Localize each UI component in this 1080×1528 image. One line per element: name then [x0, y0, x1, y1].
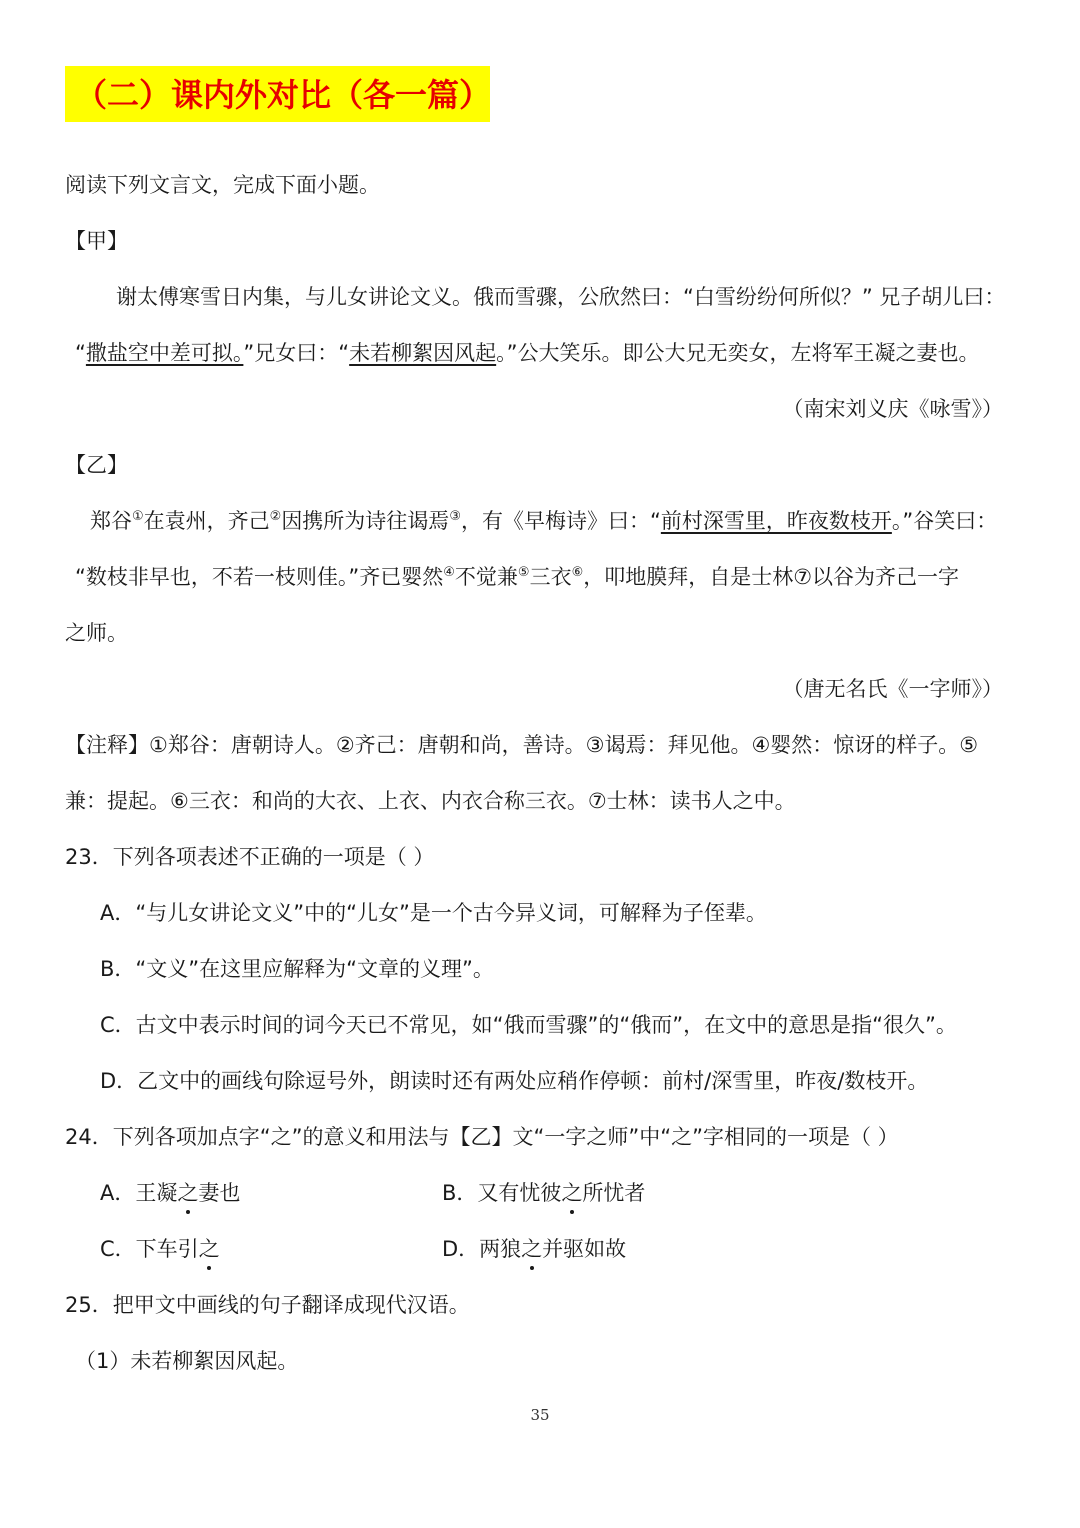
jia-label: 【甲】 — [65, 229, 128, 253]
q23-option-b: B．“文义”在这里应解释为“文章的义理”。 — [100, 957, 494, 981]
jia-source: （南宋刘义庆《咏雪》） — [782, 397, 1003, 421]
jia-paragraph-line-2: “撒盐空中差可拟。”兄女曰：“未若柳絮因风起。”公大笑乐。即公大兄无奕女，左将军王凝之妻也。 — [75, 341, 980, 365]
dotted-char: 之 — [561, 1178, 582, 1208]
jia-paragraph-line-1: 谢太傅寒雪日内集，与儿女讲论文义。俄而雪骤，公欣然曰：“白雪纷纷何所似？” 兄子胡儿曰： — [116, 285, 1006, 309]
q24-stem: 24．下列各项加点字“之”的意义和用法与【乙】文“一字之师”中“之”字相同的一项是（ ） — [65, 1125, 899, 1149]
q24-option-b: B．又有忧彼之所忧者 — [442, 1178, 645, 1208]
q23-option-c: C．古文中表示时间的词今天已不常见，如“俄而雪骤”的“俄而”，在文中的意思是指“很久”。 — [100, 1013, 957, 1037]
q25-stem: 25．把甲文中画线的句子翻译成现代汉语。 — [65, 1293, 470, 1317]
underlined-sentence-1: 撒盐空中差可拟。 — [85, 341, 244, 365]
q24-option-a: A．王凝之妻也 — [100, 1178, 240, 1208]
q24-option-d: D．两狼之并驱如故 — [442, 1234, 626, 1264]
q23-option-d: D．乙文中的画线句除逗号外，朗读时还有两处应稍作停顿：前村/深雪里，昨夜/数枝开。 — [100, 1069, 929, 1093]
section-title: （二）课内外对比（各一篇） — [75, 76, 492, 114]
yi-label: 【乙】 — [65, 453, 128, 477]
yi-source: （唐无名氏《一字师》） — [782, 677, 1003, 701]
yi-paragraph-line-2: “数枝非早也，不若一枝则佳。”齐已婴然④不觉兼⑤三衣⑥，叩地膜拜，自是士林⑦以谷为齐己一字 — [75, 565, 960, 589]
dotted-char: 之 — [199, 1234, 220, 1264]
q23-stem: 23．下列各项表述不正确的一项是（ ） — [65, 845, 435, 869]
q25-sentence-1: （1）未若柳絮因风起。 — [75, 1349, 299, 1373]
q23-option-a: A．“与儿女讲论文义”中的“儿女”是一个古今异义词，可解释为子侄辈。 — [100, 901, 767, 925]
underlined-sentence-2: 未若柳絮因风起 — [349, 341, 497, 365]
q24-option-c: C．下车引之 — [100, 1234, 220, 1264]
page-number: 35 — [530, 1406, 550, 1424]
dotted-char: 之 — [177, 1178, 198, 1208]
notes-line-1: 【注释】①郑谷：唐朝诗人。②齐己：唐朝和尚，善诗。③谒焉：拜见他。④婴然：惊讶的样子。⑤ — [65, 733, 979, 757]
yi-paragraph-line-1: 郑谷①在袁州，齐己②因携所为诗往谒焉③，有《早梅诗》曰：“前村深雪里，昨夜数枝开。”谷笑曰： — [90, 509, 998, 533]
yi-paragraph-line-3: 之师。 — [65, 621, 128, 645]
underlined-poem-line: 前村深雪里，昨夜数枝开 — [660, 509, 892, 533]
notes-line-2: 兼：提起。⑥三衣：和尚的大衣、上衣、内衣合称三衣。⑦士林：读书人之中。 — [65, 789, 796, 813]
intro-text: 阅读下列文言文，完成下面小题。 — [65, 173, 380, 197]
dotted-char: 之 — [521, 1234, 542, 1264]
